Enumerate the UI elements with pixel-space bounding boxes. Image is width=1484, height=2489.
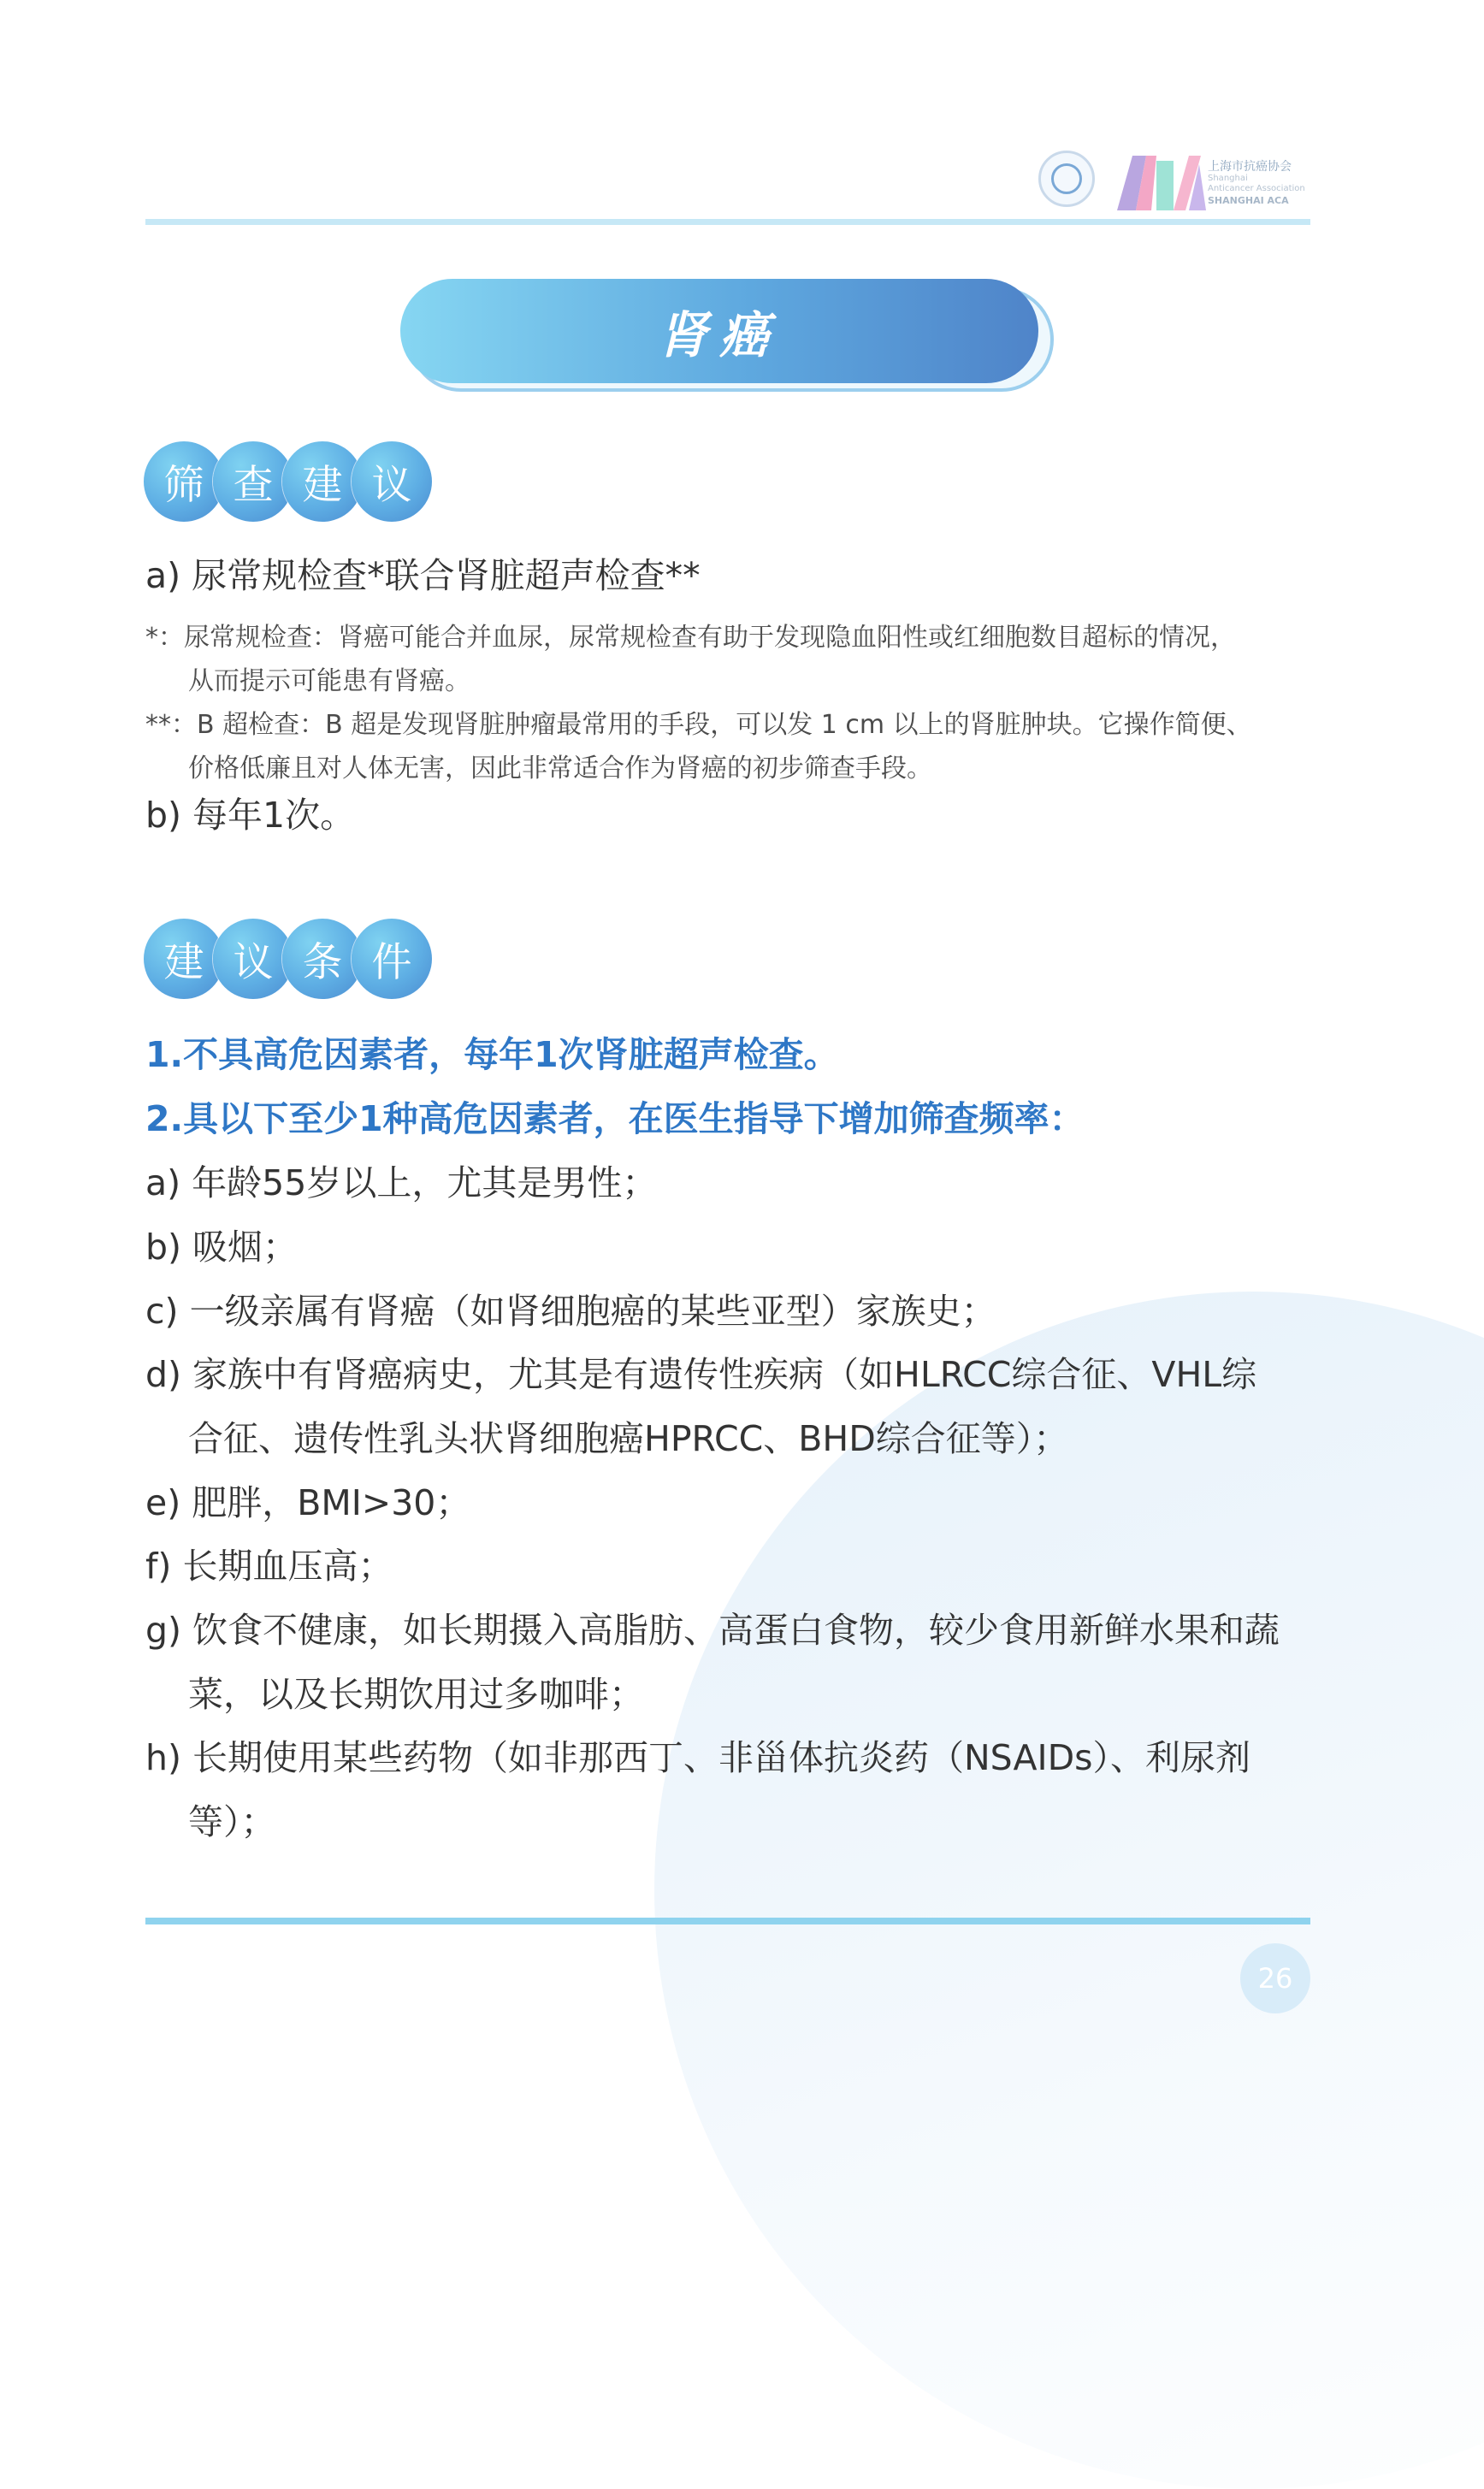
section-char: 件	[352, 919, 432, 999]
section-char: 建	[144, 919, 224, 999]
section-header-screening	[144, 441, 421, 522]
risk-item-b: b) 吸烟；	[145, 1227, 299, 1268]
section-char: 议	[213, 919, 293, 999]
page-number: 26	[1240, 1943, 1310, 2013]
section-char: 条	[282, 919, 363, 999]
footer-rule	[145, 1918, 1310, 1924]
association-name	[1208, 161, 1315, 207]
header-rule	[145, 219, 1310, 225]
section-char: 查	[213, 441, 293, 522]
condition-line-1: 1.不具高危因素者，每年1次肾脏超声检查。	[145, 1034, 839, 1075]
section-header-conditions	[144, 919, 421, 999]
section-char: 建	[282, 441, 363, 522]
org-abbr: SHANGHAI ACA	[1208, 195, 1289, 206]
risk-item-h-line1: h) 长期使用某些药物（如非那西丁、非甾体抗炎药（NSAIDs）、利尿剂	[145, 1737, 1251, 1778]
risk-item-g-line2: 菜，以及长期饮用过多咖啡；	[188, 1674, 644, 1715]
screening-item-a: a) 尿常规检查*联合肾脏超声检查**	[145, 555, 701, 596]
risk-item-e: e) 肥胖，BMI>30；	[145, 1482, 471, 1523]
screening-item-b: b) 每年1次。	[145, 795, 356, 836]
risk-item-g-line1: g) 饮食不健康，如长期摄入高脂肪、高蛋白食物，较少食用新鲜水果和蔬	[145, 1610, 1280, 1651]
background-circle	[654, 1292, 1484, 2489]
org-en-1: Shanghai	[1208, 174, 1248, 183]
note-ultrasound-line1: **：B 超检查：B 超是发现肾脏肿瘤最常用的手段，可以发 1 cm 以上的肾脏肿块。它操作简便、	[145, 710, 1252, 740]
note-ultrasound-line2: 价格低廉且对人体无害，因此非常适合作为肾癌的初步筛查手段。	[188, 754, 932, 783]
risk-item-d-line1: d) 家族中有肾癌病史，尤其是有遗传性疾病（如HLRCC综合征、VHL综	[145, 1354, 1257, 1395]
note-urine-line1: *：尿常规检查：肾癌可能合并血尿，尿常规检查有助于发现隐血阳性或红细胞数目超标的情况，	[145, 623, 1236, 653]
section-char: 议	[352, 441, 432, 522]
title-banner	[400, 279, 1038, 383]
risk-item-c: c) 一级亲属有肾癌（如肾细胞癌的某些亚型）家族史；	[145, 1291, 996, 1332]
section-char: 筛	[144, 441, 224, 522]
risk-item-f: f) 长期血压高；	[145, 1546, 393, 1587]
org-cn: 上海市抗癌协会	[1208, 160, 1292, 174]
note-urine-line2: 从而提示可能患有肾癌。	[188, 666, 470, 696]
org-en-2: Anticancer Association	[1208, 184, 1305, 193]
risk-item-h-line2: 等）；	[188, 1801, 276, 1842]
risk-item-a: a) 年龄55岁以上，尤其是男性；	[145, 1162, 658, 1203]
aca-logo	[1117, 156, 1206, 210]
association-seal-logo	[1038, 151, 1095, 207]
page-title: 肾癌	[657, 306, 781, 364]
condition-line-2: 2.具以下至少1种高危因素者，在医生指导下增加筛查频率：	[145, 1098, 1085, 1139]
risk-item-d-line2: 合征、遗传性乳头状肾细胞癌HPRCC、BHD综合征等）；	[188, 1418, 1069, 1459]
